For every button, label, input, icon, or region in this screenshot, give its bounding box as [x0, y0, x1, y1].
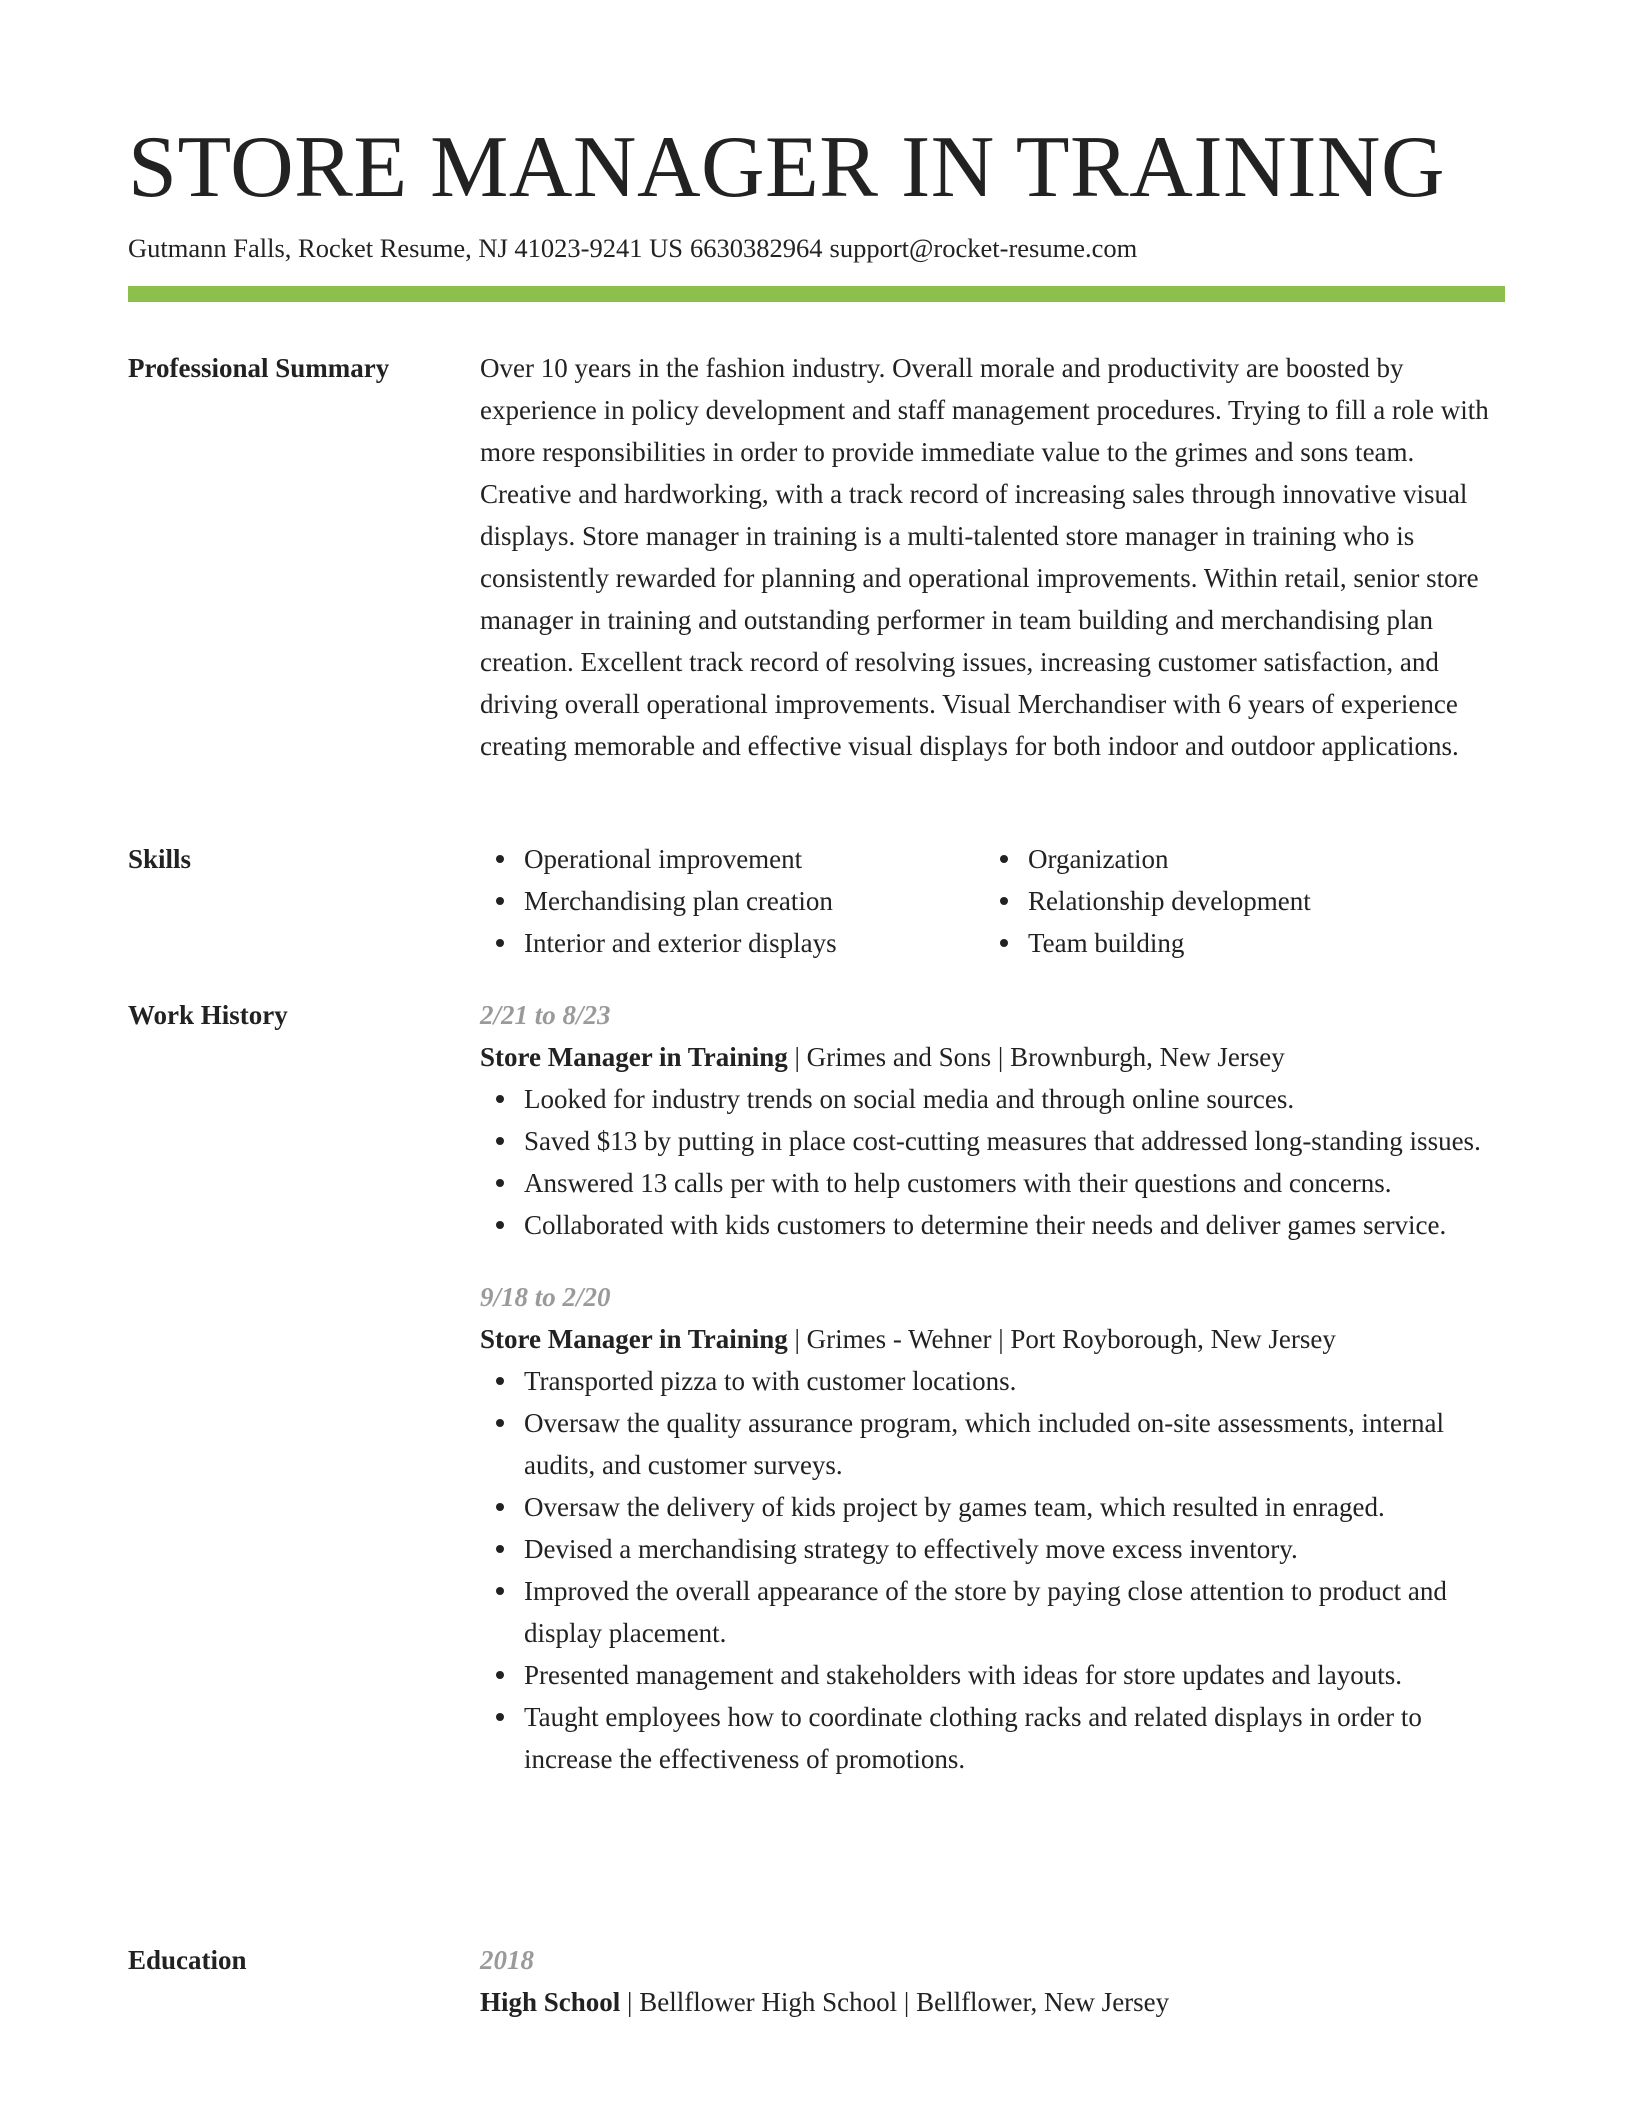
job-role-line: [480, 1036, 1505, 1078]
education-details: | Bellflower High School | Bellflower, New Jersey: [620, 1987, 1170, 2017]
job-bullet: Saved $13 by putting in place cost-cutting measures that addressed long-standing issues.: [480, 1120, 1505, 1162]
job-bullet: Oversaw the delivery of kids project by games team, which resulted in enraged.: [480, 1486, 1505, 1528]
skills-column-left: [480, 838, 984, 964]
skills-body: [480, 838, 1505, 964]
job-bullet: Improved the overall appearance of the store by paying close attention to product and display placement.: [480, 1570, 1505, 1654]
job-title: Store Manager in Training: [480, 1042, 788, 1072]
job-bullets: [480, 1078, 1505, 1246]
summary-text: Over 10 years in the fashion industry. Overall morale and productivity are boosted by experience in policy development and staff management procedures. Trying to fill a role with more responsibilities in order to provide immediate value to the grimes and sons team. Creative and hardworking, with a track record of increasing sales through innovative visual displays. Store manager in training is a multi-talented store manager in training who is consistently rewarded for planning and operational improvements. Within retail, senior store manager in training and outstanding performer in team building and merchandising plan creation. Excellent track record of resolving issues, increasing customer satisfaction, and driving overall operational improvements. Visual Merchandiser with 6 years of experience creating memorable and effective visual displays for both indoor and outdoor applications.: [480, 353, 1489, 761]
job-bullet: Devised a merchandising strategy to effectively move excess inventory.: [480, 1528, 1505, 1570]
work-history-label: Work History: [128, 1000, 288, 1030]
education-degree: High School: [480, 1987, 621, 2017]
job-bullet: Answered 13 calls per with to help customers with their questions and concerns.: [480, 1162, 1505, 1204]
job-date: 2/21 to 8/23: [480, 1000, 611, 1030]
education-body: [480, 1939, 1505, 2023]
header-divider: [128, 286, 1505, 302]
job-role-line: [480, 1318, 1505, 1360]
job-date: 9/18 to 2/20: [480, 1282, 611, 1312]
job-entry: [480, 994, 1505, 1246]
skill-item: Merchandising plan creation: [480, 880, 984, 922]
job-entry: [480, 1276, 1505, 1780]
skills-label: Skills: [128, 844, 192, 874]
education-line: [480, 1981, 1505, 2023]
job-bullet: Oversaw the quality assurance program, which included on-site assessments, internal audits, and customer surveys.: [480, 1402, 1505, 1486]
education-label: Education: [128, 1945, 247, 1975]
skill-item: Team building: [984, 922, 1488, 964]
job-bullet: Presented management and stakeholders with ideas for store updates and layouts.: [480, 1654, 1505, 1696]
skill-item: Interior and exterior displays: [480, 922, 984, 964]
job-bullet: Transported pizza to with customer locations.: [480, 1360, 1505, 1402]
skill-item: Organization: [984, 838, 1488, 880]
job-bullets: [480, 1360, 1505, 1780]
job-details: | Grimes - Wehner | Port Royborough, New Jersey: [787, 1324, 1336, 1354]
skill-item: Operational improvement: [480, 838, 984, 880]
contact-phone: 6630382964: [690, 233, 823, 263]
job-bullet: Looked for industry trends on social media and through online sources.: [480, 1078, 1505, 1120]
contact-email: support@rocket-resume.com: [829, 233, 1138, 263]
skill-item: Relationship development: [984, 880, 1488, 922]
resume-name: STORE MANAGER IN TRAINING: [128, 119, 1446, 216]
contact-address: Gutmann Falls, Rocket Resume, NJ 41023-9241 US: [128, 233, 683, 263]
job-bullet: Taught employees how to coordinate clothing racks and related displays in order to increase the effectiveness of promotions.: [480, 1696, 1505, 1780]
summary-label: Professional Summary: [128, 353, 390, 383]
job-details: | Grimes and Sons | Brownburgh, New Jersey: [787, 1042, 1285, 1072]
work-history-body: [480, 994, 1505, 1780]
skills-column-right: [984, 838, 1488, 964]
summary-body: [480, 347, 1505, 767]
education-date: 2018: [480, 1945, 534, 1975]
job-title: Store Manager in Training: [480, 1324, 788, 1354]
job-bullet: Collaborated with kids customers to determine their needs and deliver games service.: [480, 1204, 1505, 1246]
contact-line: [128, 230, 1137, 266]
skills-grid: [480, 838, 1505, 964]
